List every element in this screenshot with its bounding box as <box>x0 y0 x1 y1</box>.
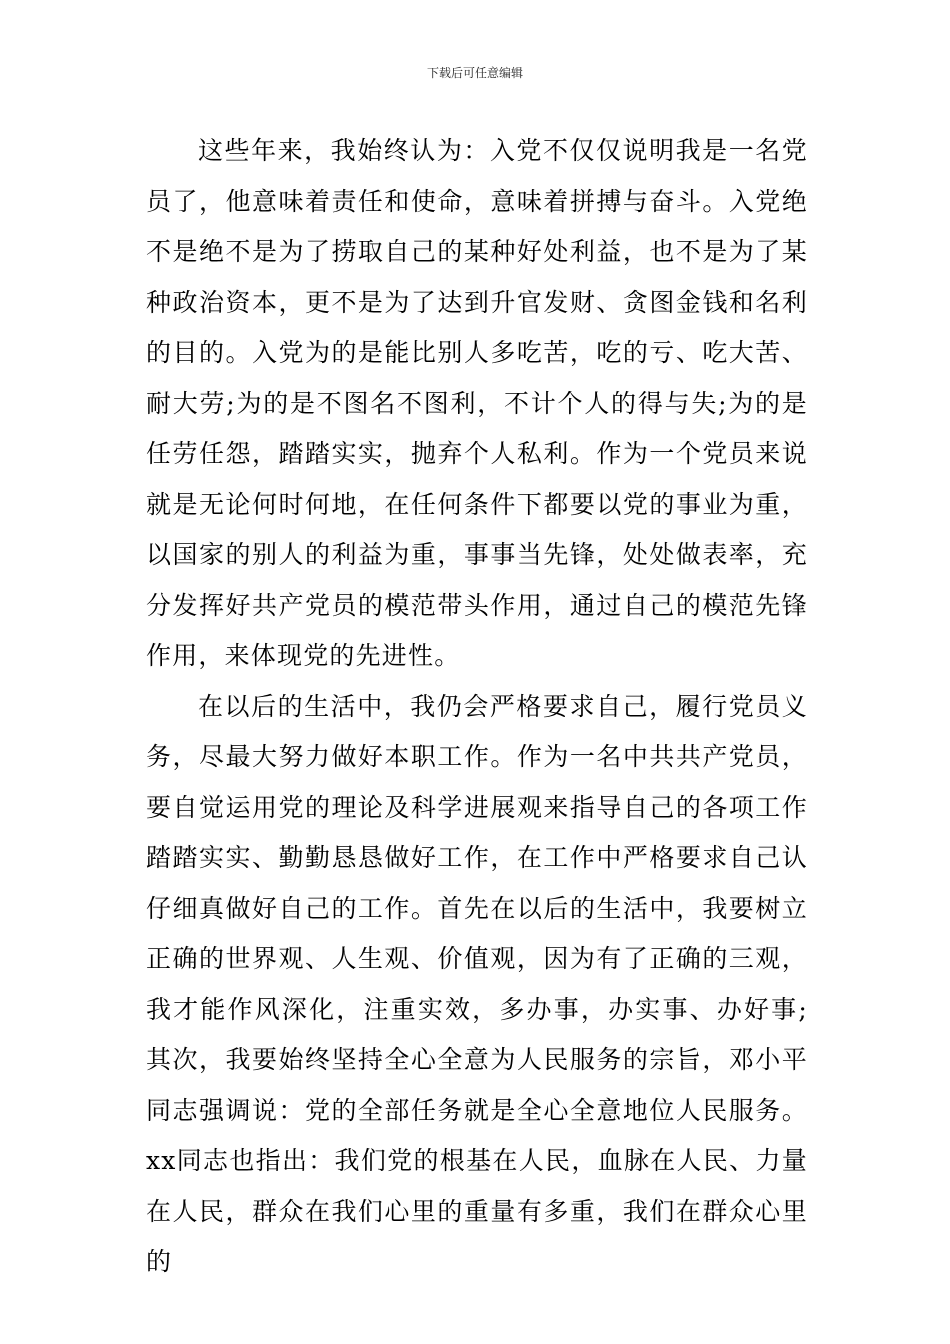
document-body <box>146 126 808 1288</box>
paragraph-2: 在以后的生活中，我仍会严格要求自己，履行党员义务，尽最大努力做好本职工作。作为一名中共共产党员，要自觉运用党的理论及科学进展观来指导自己的各项工作踏踏实实、勤勤恳恳做好工作，在工作中严格要求自己认仔细真做好自己的工作。首先在以后的生活中，我要树立正确的世界观、人生观、价值观，因为有了正确的三观，我才能作风深化，注重实效，多办事，办实事、办好事;其次，我要始终坚持全心全意为人民服务的宗旨，邓小平同志强调说：党的全部任务就是全心全意地位人民服务。xx同志也指出：我们党的根基在人民，血脉在人民、力量在人民，群众在我们心里的重量有多重，我们在群众心里的 <box>146 691 808 1276</box>
paragraph-1: 这些年来，我始终认为：入党不仅仅说明我是一名党员了，他意味着责任和使命，意味着拼搏与奋斗。入党绝不是绝不是为了捞取自己的某种好处利益，也不是为了某种政治资本，更不是为了达到升官发财、贪图金钱和名利的目的。入党为的是能比别人多吃苦，吃的亏、吃大苦、耐大劳;为的是不图名不图利，不计个人的得与失;为的是任劳任怨，踏踏实实，抛弃个人私利。作为一个党员来说就是无论何时何地，在任何条件下都要以党的事业为重，以国家的别人的利益为重，事事当先锋，处处做表率，充分发挥好共产党员的模范带头作用，通过自己的模范先锋作用，来体现党的先进性。 <box>146 136 808 670</box>
page-header: 下载后可任意编辑 <box>426 66 523 80</box>
